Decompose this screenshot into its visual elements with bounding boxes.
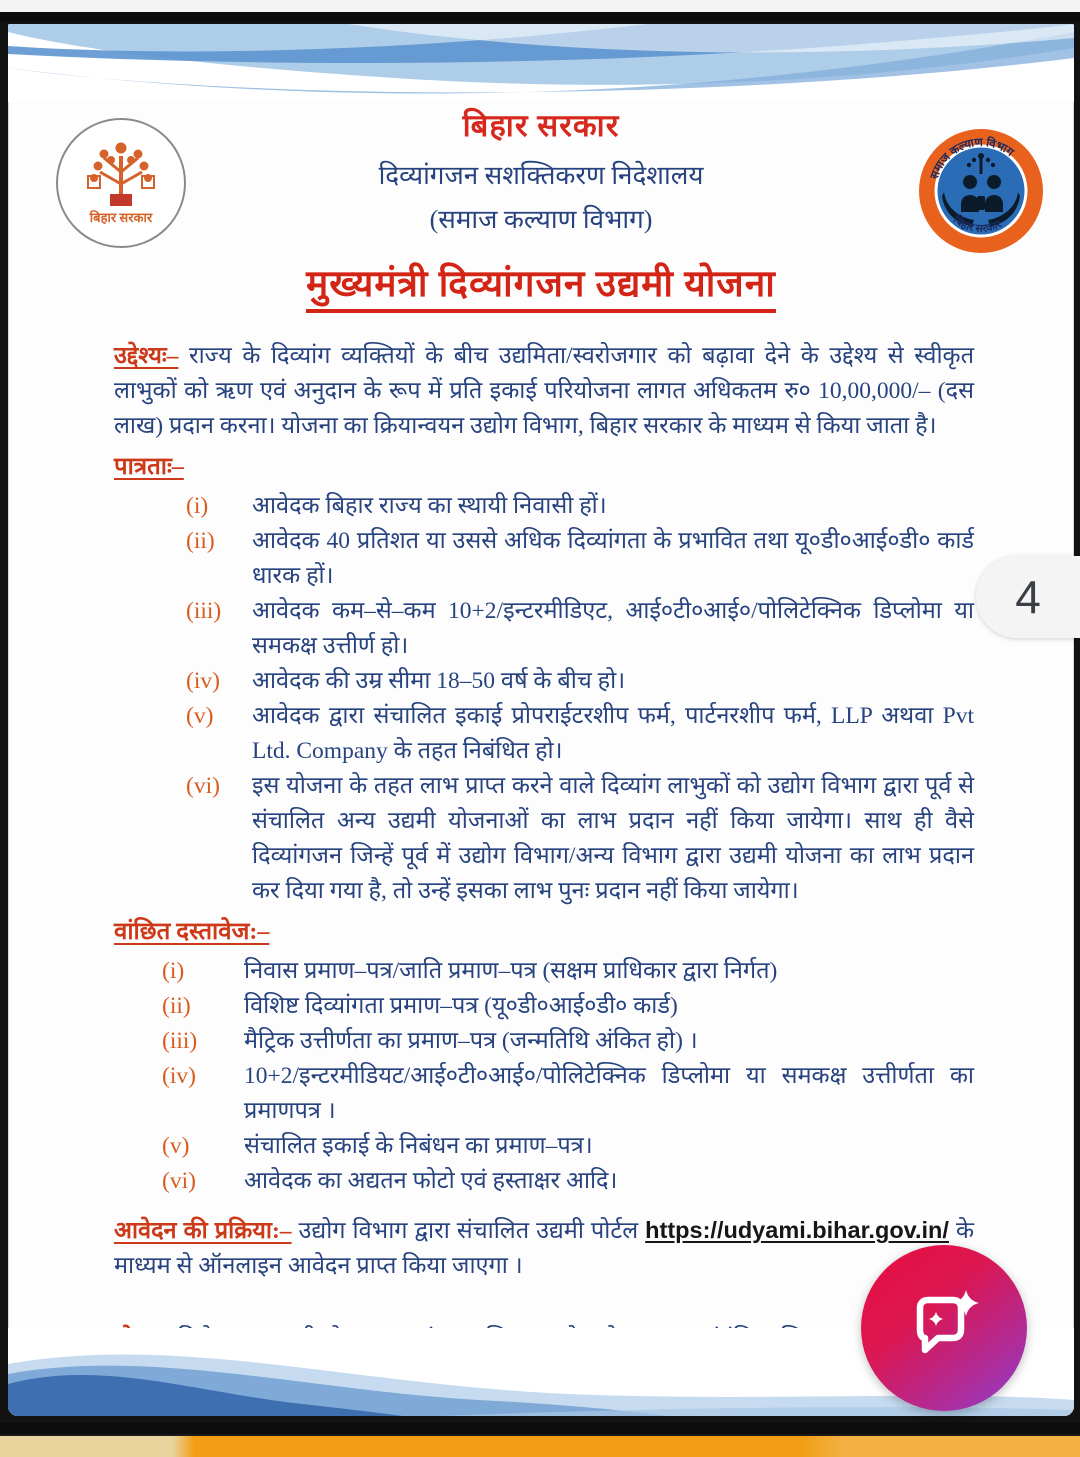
chat-assistant-button[interactable]	[861, 1245, 1027, 1411]
application-after-url: के माध्यम से ऑनलाइन आवेदन प्राप्त किया जाएगा ।	[114, 1218, 974, 1279]
list-item	[186, 699, 974, 769]
chat-sparkle-icon	[898, 1282, 990, 1374]
directorate-name: दिव्यांगजन सशक्तिकरण निदेशालय	[378, 161, 704, 190]
item-number: (ii)	[186, 528, 215, 554]
list-item	[186, 769, 974, 909]
objective-paragraph	[114, 339, 974, 444]
item-text: आवेदक की उम्र सीमा 18–50 वर्ष के बीच हो।	[252, 668, 626, 694]
document-page	[8, 24, 1074, 1416]
bihar-government-emblem-icon	[54, 116, 188, 250]
list-item	[186, 524, 974, 594]
list-item	[162, 989, 974, 1024]
portal-url-link[interactable]: https://udyami.bihar.gov.in/	[645, 1217, 949, 1243]
list-item	[186, 489, 974, 524]
item-text: आवेदक का अद्यतन फोटो एवं हस्ताक्षर आदि।	[244, 1168, 618, 1194]
list-item	[162, 1164, 974, 1199]
document-body	[8, 313, 1074, 1392]
documents-heading: वांछित दस्तावेज:–	[114, 919, 270, 945]
objective-text: राज्य के दिव्यांग व्यक्तियों के बीच उद्यमिता/स्वरोजगार को बढ़ावा देने के उद्देश्य से स्वीकृत लाभुकों को ऋण एवं अनुदान के रूप में प्रति इकाई परियोजना लागत अधिकतम रु० 10,00,000/– (दस लाख) प्रदान करना। योजना का क्रियान्वयन उद्योग विभाग, बिहार सरकार के माध्यम से किया जाता है।	[114, 343, 975, 439]
application-process-paragraph	[114, 1213, 974, 1284]
list-item	[162, 1059, 974, 1129]
item-text: आवेदक 40 प्रतिशत या उससे अधिक दिव्यांगता के प्रभावित तथा यू०डी०आई०डी० कार्ड धारक हों।	[252, 528, 974, 589]
list-item	[186, 664, 974, 699]
item-text: विशिष्ट दिव्यांगता प्रमाण–पत्र (यू०डी०आई०डी० कार्ड)	[244, 993, 678, 1019]
item-number: (iii)	[162, 1028, 198, 1054]
left-logo-caption: बिहार सरकार	[89, 210, 153, 225]
item-number: (vi)	[186, 773, 220, 799]
application-process-label: आवेदन की प्रक्रिया:–	[114, 1218, 292, 1244]
list-item	[162, 954, 974, 989]
item-text: मैट्रिक उत्तीर्णता का प्रमाण–पत्र (जन्मतिथि अंकित हो) ।	[244, 1028, 698, 1054]
scheme-title: मुख्यमंत्री दिव्यांगजन उद्यमी योजना	[306, 256, 776, 313]
eligibility-heading: पात्रताः–	[114, 454, 184, 480]
item-number: (iv)	[162, 1063, 196, 1089]
page-number-badge	[976, 556, 1080, 638]
next-page-preview	[0, 1434, 1080, 1457]
documents-list	[114, 954, 974, 1199]
item-text: इस योजना के तहत लाभ प्राप्त करने वाले दिव्यांग लाभुकों को उद्योग विभाग द्वारा पूर्व से संचालित अन्य उद्यमी योजनाओं का लाभ प्रदान नहीं किया जायेगा। साथ ही वैसे दिव्यांगजन जिन्हें पूर्व में उद्योग विभाग/अन्य विभाग द्वारा उद्यमी योजना का लाभ प्रदान कर दिया गया है, तो उन्हें इसका लाभ पुनः प्रदान नहीं किया जायेगा।	[252, 773, 974, 904]
department-name: (समाज कल्याण विभाग)	[429, 205, 653, 234]
svg-text:बिहार सरकार: बिहार सरकार	[950, 213, 1004, 236]
item-text: 10+2/इन्टरमीडियट/आई०टी०आई०/पोलिटेक्निक डिप्लोमा या समकक्ष उत्तीर्णता का प्रमाणपत्र ।	[244, 1063, 974, 1124]
list-item	[186, 594, 974, 664]
item-number: (i)	[186, 493, 209, 519]
item-number: (iv)	[186, 668, 220, 694]
viewer-top-strip	[0, 0, 1080, 22]
item-text: संचालित इकाई के निबंधन का प्रमाण–पत्र।	[244, 1133, 593, 1159]
document-header	[8, 24, 1074, 313]
social-welfare-department-seal-icon	[916, 126, 1046, 256]
item-text: आवेदक बिहार राज्य का स्थायी निवासी हों।	[252, 493, 607, 519]
application-before-url: उद्योग विभाग द्वारा संचालित उद्यमी पोर्टल	[298, 1218, 639, 1244]
list-item	[162, 1024, 974, 1059]
item-number: (v)	[162, 1133, 190, 1159]
svg-text:समाज कल्याण विभाग: समाज कल्याण विभाग	[928, 136, 1016, 181]
government-name: बिहार सरकार	[462, 108, 620, 143]
item-number: (vi)	[162, 1168, 196, 1194]
item-number: (iii)	[186, 598, 222, 624]
objective-label: उद्देश्यः–	[114, 343, 179, 369]
page-number: 4	[1015, 571, 1041, 623]
item-number: (ii)	[162, 993, 191, 1019]
page-separator	[0, 1423, 1080, 1434]
item-text: निवास प्रमाण–पत्र/जाति प्रमाण–पत्र (सक्षम प्राधिकार द्वारा निर्गत)	[244, 958, 778, 984]
item-text: आवेदक कम–से–कम 10+2/इन्टरमीडिएट, आई०टी०आई०/पोलिटेक्निक डिप्लोमा या समकक्ष उत्तीर्ण हो।	[252, 598, 974, 659]
item-number: (v)	[186, 703, 214, 729]
list-item	[162, 1129, 974, 1164]
eligibility-list	[114, 489, 974, 909]
item-text: आवेदक द्वारा संचालित इकाई प्रोपराईटरशीप फर्म, पार्टनरशीप फर्म, LLP अथवा Pvt Ltd. Company के तहत निबंधित हो।	[252, 703, 974, 764]
item-number: (i)	[162, 958, 185, 984]
